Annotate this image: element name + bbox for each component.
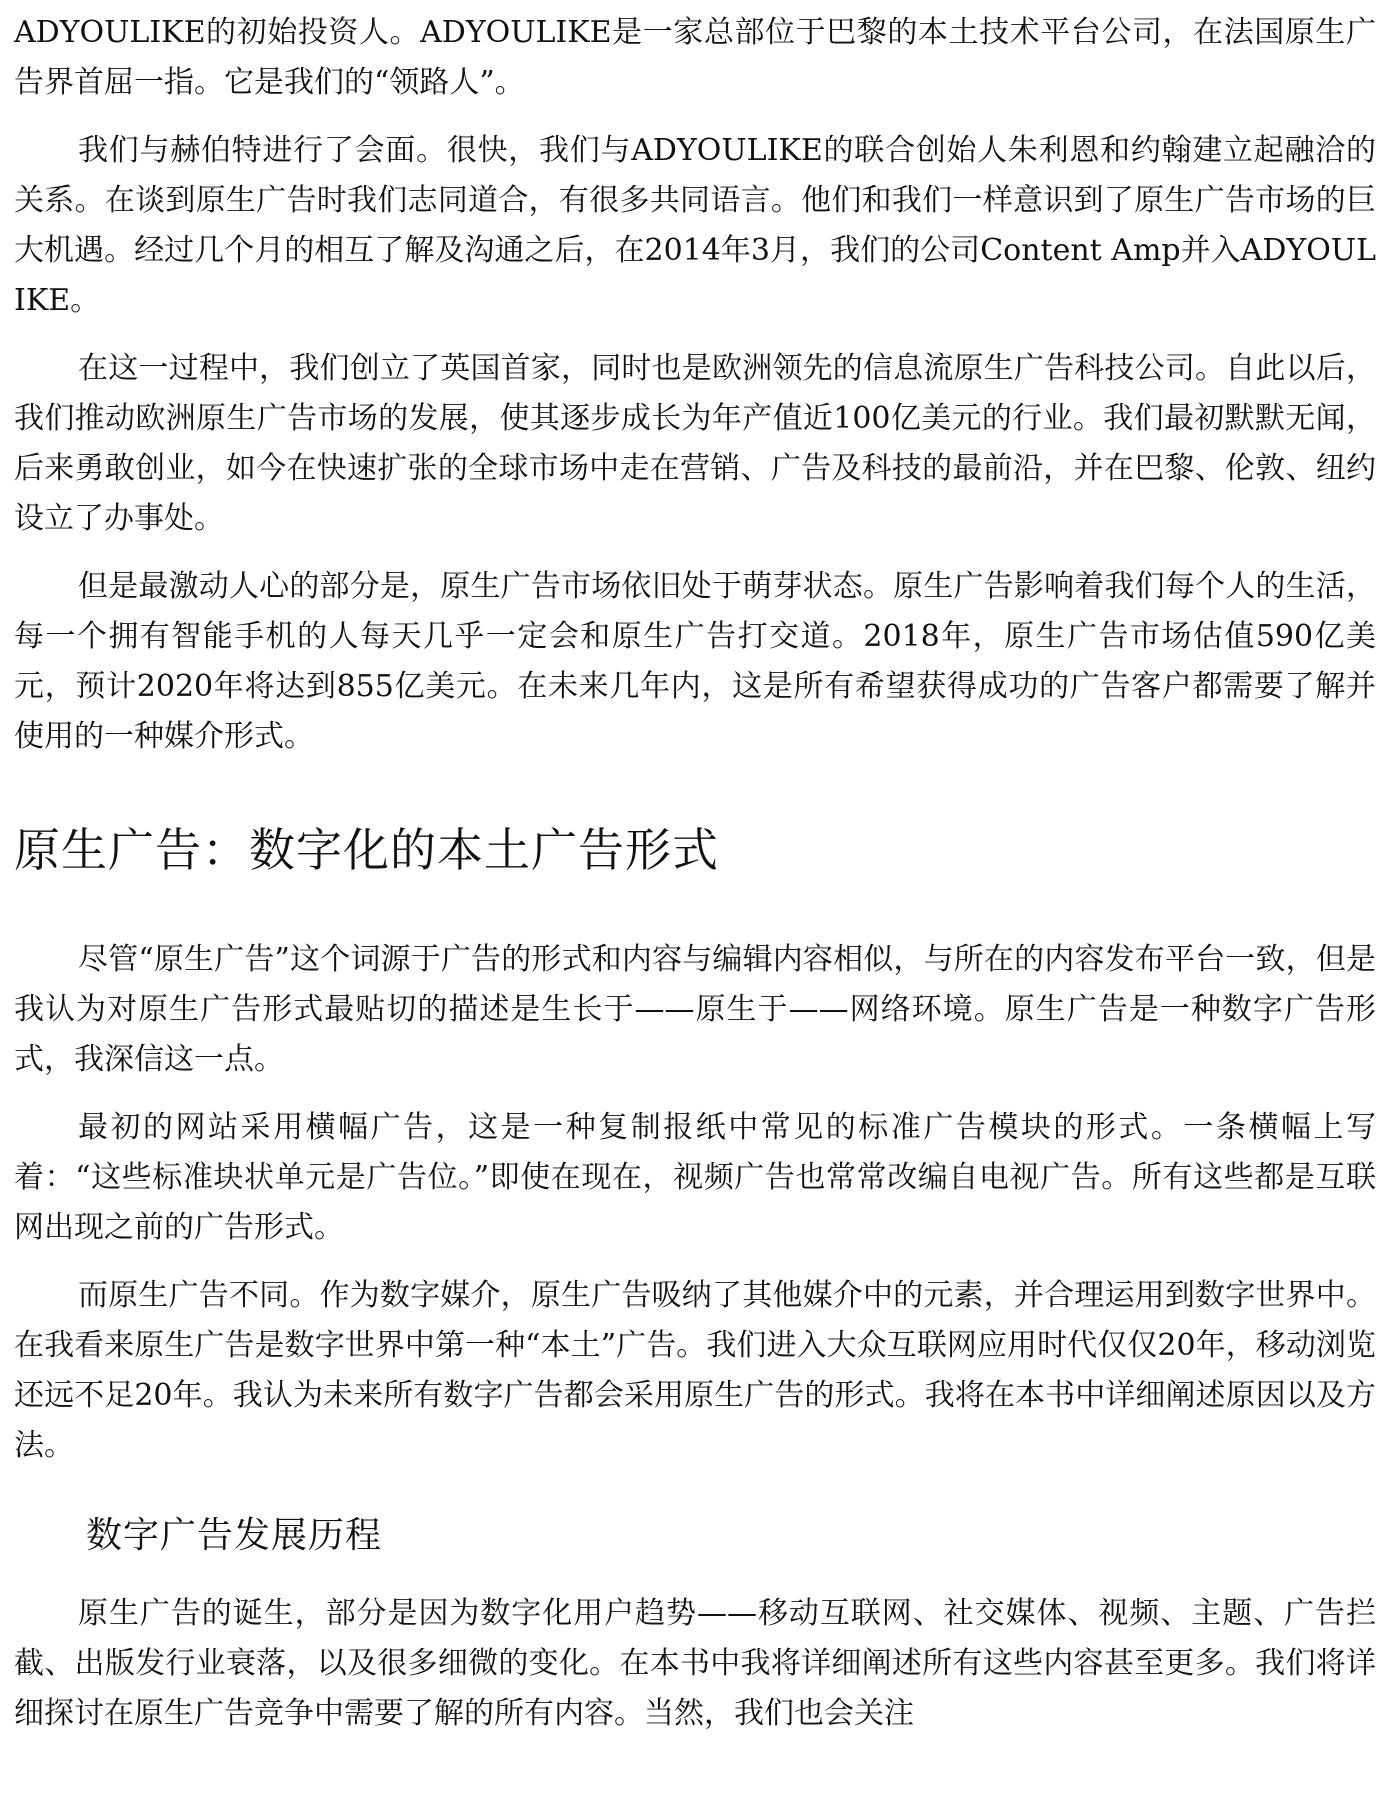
paragraph-european-growth: 在这一过程中，我们创立了英国首家，同时也是欧洲领先的信息流原生广告科技公司。自此以后，我们推动欧洲原生广告市场的发展，使其逐步成长为年产值近100亿美元的行业。我们最初默默无闻，后来勇敢创业，如今在快速扩张的全球市场中走在营销、广告及科技的最前沿，并在巴黎、伦敦、纽约设立了办事处。 <box>14 351 1376 536</box>
paragraph-banner-ads: 最初的网站采用横幅广告，这是一种复制报纸中常见的标准广告模块的形式。一条横幅上写着：“这些标准块状单元是广告位。”即使在现在，视频广告也常常改编自电视广告。所有这些都是互联网出现之前的广告形式。 <box>14 1110 1376 1245</box>
paragraph-origin-trends: 原生广告的诞生，部分是因为数字化用户趋势——移动互联网、社交媒体、视频、主题、广告拦截、出版发行业衰落，以及很多细微的变化。在本书中我将详细阐述所有这些内容甚至更多。我们将详细探讨在原生广告竞争中需要了解的所有内容。当然，我们也会关注 <box>14 1596 1376 1731</box>
sub-heading: 数字广告发展历程 <box>86 1515 383 1556</box>
paragraph-market-value: 但是最激动人心的部分是，原生广告市场依旧处于萌芽状态。原生广告影响着我们每个人的生活，每一个拥有智能手机的人每天几乎一定会和原生广告打交道。2018年，原生广告市场估值590亿美元，预计2020年将达到855亿美元。在未来几年内，这是所有希望获得成功的广告客户都需要了解并使用的一种媒介形式。 <box>14 569 1376 754</box>
paragraph-continued: ADYOULIKE的初始投资人。ADYOULIKE是一家总部位于巴黎的本土技术平台公司，在法国原生广告界首屈一指。它是我们的“领路人”。 <box>14 15 1376 100</box>
paragraph-adyoulike-merger: 我们与赫伯特进行了会面。很快，我们与ADYOULIKE的联合创始人朱利恩和约翰建立起融洽的关系。在谈到原生广告时我们志同道合，有很多共同语言。他们和我们一样意识到了原生广告市场的巨大机遇。经过几个月的相互了解及沟通之后，在2014年3月，我们的公司Content Amp并入ADYOULIKE。 <box>14 133 1376 318</box>
paragraph-native-definition: 尽管“原生广告”这个词源于广告的形式和内容与编辑内容相似，与所在的内容发布平台一致，但是我认为对原生广告形式最贴切的描述是生长于——原生于——网络环境。原生广告是一种数字广告形式，我深信这一点。 <box>14 942 1376 1077</box>
book-page <box>14 8 1376 1739</box>
paragraph-digital-native: 而原生广告不同。作为数字媒介，原生广告吸纳了其他媒介中的元素，并合理运用到数字世界中。在我看来原生广告是数字世界中第一种“本土”广告。我们进入大众互联网应用时代仅仅20年，移动浏览还远不足20年。我认为未来所有数字广告都会采用原生广告的形式。我将在本书中详细阐述原因以及方法。 <box>14 1278 1376 1463</box>
section-heading: 原生广告：数字化的本土广告形式 <box>14 823 719 877</box>
